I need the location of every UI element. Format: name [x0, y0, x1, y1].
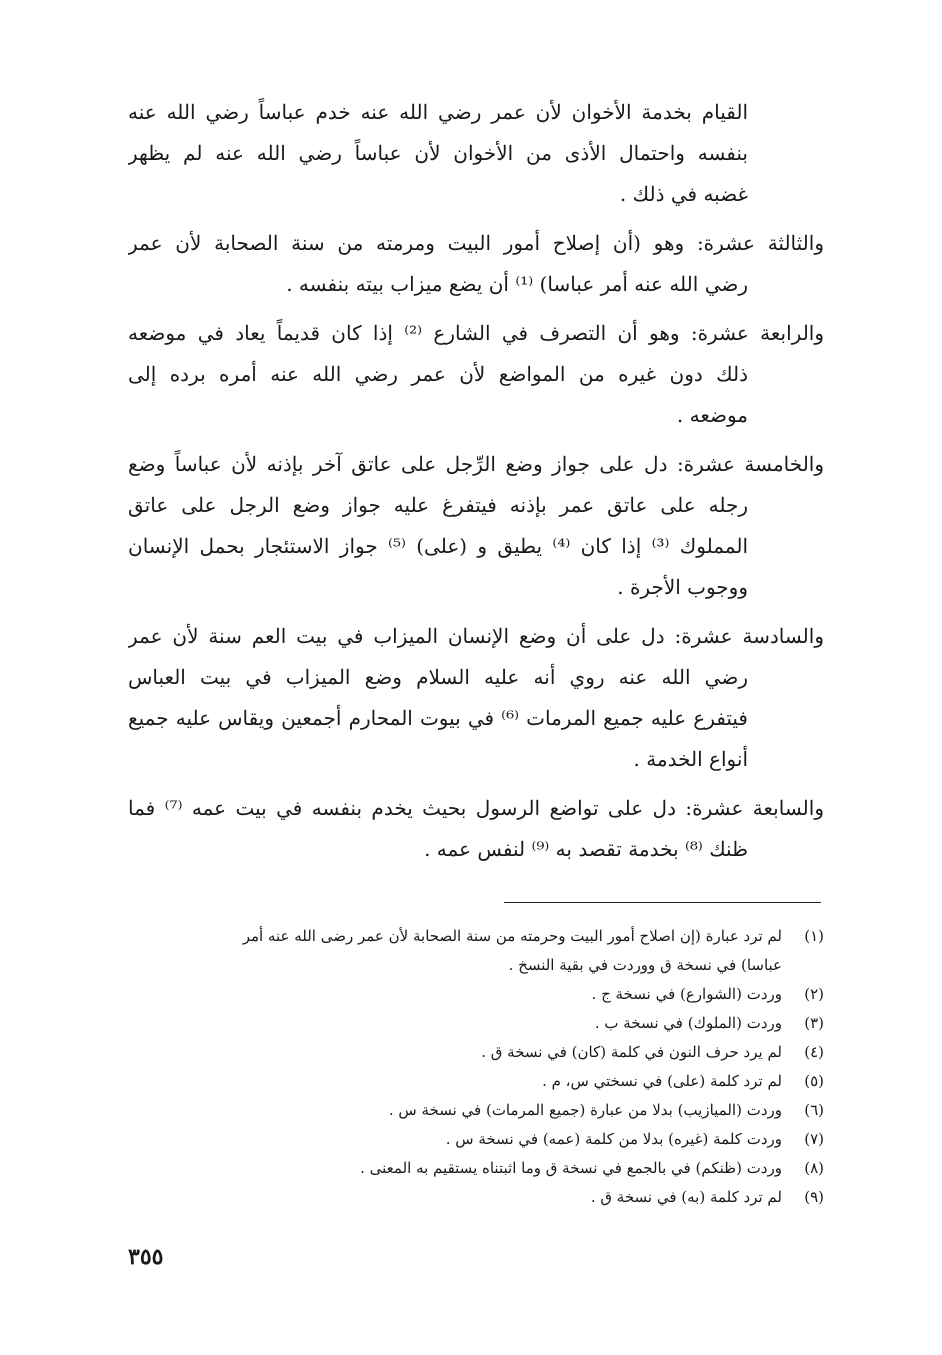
- footnote: [128, 1096, 824, 1125]
- text-line: رضي الله عنه أمر عباسا) ⁽¹⁾ أن يضع ميزاب بيته بنفسه .: [286, 272, 748, 296]
- text-line: ذلك دون غيره من المواضع لأن عمر رضي الله عنه أمره برده إلى: [128, 362, 748, 386]
- footnote-text: وردت (الميازيب) بدلا من عبارة (جميع المرمات) في نسخة س .: [388, 1101, 782, 1119]
- footnote-text: وردت (الشوارع) في نسخة ج .: [591, 985, 782, 1003]
- text-line: رجله على عاتق عمر بإذنه فيتفرغ عليه جواز وضع الرجل على عاتق: [128, 493, 748, 517]
- text-line: رضي الله عنه روي أنه عليه السلام وضع الميزاب في بيت العباس: [128, 665, 748, 689]
- footnote-text: لم ترد كلمة (على) في نسختي س، م .: [542, 1072, 782, 1090]
- footnote: [128, 1154, 824, 1183]
- paragraph: [128, 313, 824, 436]
- footnote-text: لم يرد حرف النون في كلمة (كان) في نسخة ق .: [481, 1043, 782, 1061]
- text-line: والخامسة عشرة: دل على جواز وضع الرِّجل على عاتق آخر بإذنه لأن عباساً وضع: [128, 452, 824, 476]
- footnote: [128, 1009, 824, 1038]
- footnote-number: (٢): [804, 985, 824, 1003]
- footnote-text: وردت (ظنكم) في بالجمع في نسخة ق وما اثبتناه يستقيم به المعنى .: [360, 1159, 782, 1177]
- text-line: والسابعة عشرة: دل على تواضع الرسول بحيث يخدم بنفسه في بيت عمه ⁽⁷⁾ فما: [128, 796, 824, 820]
- footnote-text: لم ترد كلمة (به) في نسخة ق .: [590, 1188, 782, 1206]
- text-line: المملوك ⁽³⁾ إذا كان ⁽⁴⁾ يطيق و (على) ⁽⁵⁾ جواز الاستئجار بحمل الإنسان: [128, 534, 748, 558]
- footnote-number: (٥): [804, 1072, 824, 1090]
- footnote-continuation: عباسا) في نسخة ق ووردت في بقية النسخ .: [508, 956, 782, 974]
- main-text: [128, 92, 824, 878]
- paragraph: [128, 92, 824, 215]
- paragraph: [128, 616, 824, 780]
- text-line: والرابعة عشرة: وهو أن التصرف في الشارع ⁽²⁾ إذا كان قديماً يعاد في موضعه: [128, 321, 824, 345]
- footnote-text: لم ترد عبارة (إن اصلاح أمور البيت وحرمته من سنة الصحابة لأن عمر رضى الله عنه أمر: [242, 927, 782, 945]
- text-line: ووجوب الأجرة .: [617, 575, 748, 599]
- paragraph: [128, 444, 824, 608]
- footnote-text: وردت كلمة (غيره) بدلا من كلمة (عمه) في نسخة س .: [445, 1130, 782, 1148]
- text-line: ظنك ⁽⁸⁾ بخدمة تقصد به ⁽⁹⁾ لنفس عمه .: [424, 837, 748, 861]
- footnote-separator: [504, 902, 821, 903]
- paragraph: [128, 788, 824, 870]
- text-line: والثالثة عشرة: وهو (أن إصلاح أمور البيت ومرمته من سنة الصحابة لأن عمر: [128, 231, 824, 255]
- footnote-number: (٤): [804, 1043, 824, 1061]
- footnotes: [128, 922, 824, 1212]
- text-line: أنواع الخدمة .: [633, 747, 748, 771]
- footnote-number: (٩): [804, 1188, 824, 1206]
- footnote: [128, 1125, 824, 1154]
- footnote-number: (٦): [804, 1101, 824, 1119]
- paragraph: [128, 223, 824, 305]
- text-line: فيتفرع عليه جميع المرمات ⁽⁶⁾ في بيوت المحارم أجمعين ويقاس عليه جميع: [128, 706, 748, 730]
- footnote-number: (٧): [804, 1130, 824, 1148]
- footnote-number: (١): [804, 927, 824, 945]
- footnote: [128, 1038, 824, 1067]
- text-line: والسادسة عشرة: دل على أن وضع الإنسان الميزاب في بيت العم سنة لأن عمر: [128, 624, 824, 648]
- footnote-number: (٨): [804, 1159, 824, 1177]
- footnote: [128, 1067, 824, 1096]
- footnote: [128, 1183, 824, 1212]
- footnote-number: (٣): [804, 1014, 824, 1032]
- text-line: القيام بخدمة الأخوان لأن عمر رضي الله عنه خدم عباساً رضي الله عنه: [128, 100, 748, 124]
- page-number: ٣٥٥: [128, 1244, 164, 1270]
- text-line: بنفسه واحتمال الأذى من الأخوان لأن عباساً رضي الله عنه لم يظهر: [128, 141, 748, 165]
- footnote: [128, 922, 824, 951]
- text-line: غضبه في ذلك .: [619, 182, 748, 206]
- footnote: [128, 980, 824, 1009]
- footnote-text: وردت (الملوك) في نسخة ب .: [594, 1014, 782, 1032]
- text-line: موضعه .: [676, 403, 748, 427]
